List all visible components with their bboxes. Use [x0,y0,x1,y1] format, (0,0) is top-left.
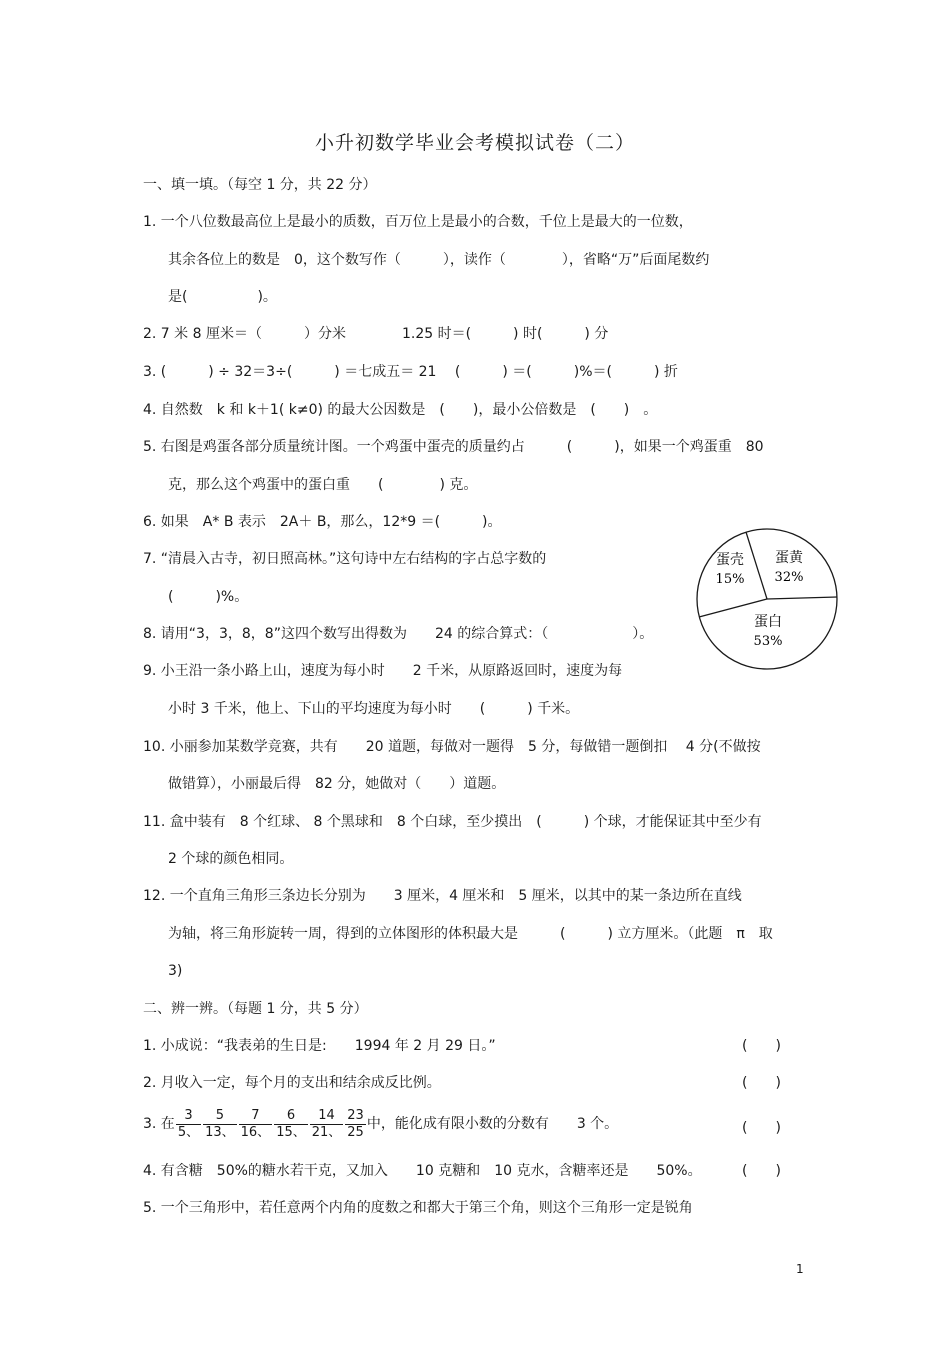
answer-parentheses: ( ) [742,1075,781,1091]
question-line: 小时 3 千米，他上、下山的平均速度为每小时 ( ) 千米。 [168,701,580,717]
pie-divider [746,532,767,599]
fraction-denominator: 15、 [276,1124,306,1140]
judge-question: 5. 一个三角形中，若任意两个内角的度数之和都大于第三个角，则这个三角形一定是锐角 [143,1200,693,1216]
answer-parentheses: ( ) [742,1120,781,1136]
answer-parentheses: ( ) [742,1038,781,1054]
question-line: 5. 右图是鸡蛋各部分质量统计图。一个鸡蛋中蛋壳的质量约占 ( )，如果一个鸡蛋重 80 [143,439,764,455]
question-line: 做错算），小丽最后得 82 分，她做对（ ）道题。 [168,776,506,792]
egg-composition-pie-chart [694,524,840,674]
question-line: 2 个球的颜色相同。 [168,851,294,867]
judge-question [143,1106,618,1142]
question-line: 8. 请用“3，3，8，8”这四个数写出得数为 24 的综合算式：（ ）。 [143,626,654,642]
question-line: 1. 一个八位数最高位上是最小的质数，百万位上是最小的合数，千位上是最大的一位数， [143,214,693,230]
question-line: 7. “清晨入古寺，初日照高林。”这句诗中左右结构的字占总字数的 [143,551,547,567]
question-line: 2. 7 米 8 厘米＝（ ）分米 1.25 时＝( ) 时( ) 分 [143,326,609,342]
q3-prefix: 3. 在 [143,1116,175,1132]
question-line: 6. 如果 A* B 表示 2A＋ B，那么，12*9 ＝( )。 [143,514,502,530]
page-number: 1 [796,1262,804,1276]
question-line: 9. 小王沿一条小路上山，速度为每小时 2 千米，从原路返回时，速度为每 [143,663,623,679]
judge-question: 1. 小成说：“我表弟的生日是: 1994 年 2 月 29 日。” [143,1038,496,1054]
fraction-numerator: 14 [310,1108,344,1125]
question-line: ( )%。 [168,589,249,605]
section-1-heading: 一、填一填。（每空 1 分，共 22 分） [143,177,377,193]
slice-value-white: 53% [753,634,783,649]
fraction-denominator: 5、 [177,1124,200,1140]
question-line: 是( )。 [168,289,277,305]
fraction-numerator: 6 [274,1108,308,1125]
slice-label-yolk: 蛋黄 [775,550,803,566]
slice-label-white: 蛋白 [754,614,782,630]
question-line: 3. ( ) ÷ 32＝3÷( ) ＝七成五＝ 21 ( ) ＝( )%＝( ) 折 [143,364,678,380]
page-title: 小升初数学毕业会考模拟试卷（二） [314,132,635,154]
judge-question: 4. 有含糖 50%的糖水若干克，又加入 10 克糖和 10 克水，含糖率还是 50%。 [143,1163,702,1179]
fraction [274,1108,308,1141]
slice-label-shell: 蛋壳 [716,552,744,568]
fraction-denominator: 25 [347,1124,364,1140]
slice-value-shell: 15% [715,572,745,587]
fraction [345,1108,366,1141]
pie-divider [767,597,837,599]
question-line: 克，那么这个鸡蛋中的蛋白重 ( ) 克。 [168,477,478,493]
fraction [176,1108,201,1141]
fraction [203,1108,237,1141]
question-line: 其余各位上的数是 0，这个数写作（ ），读作（ ），省略“万”后面尾数约 [168,252,710,268]
fraction-denominator: 21、 [311,1124,342,1140]
question-line: 11. 盒中装有 8 个红球、 8 个黑球和 8 个白球，至少摸出 ( ) 个球，才能保证其中至少有 [143,814,762,830]
fraction [310,1108,344,1141]
fraction-denominator: 13、 [205,1124,235,1140]
question-line: 10. 小丽参加某数学竞赛，共有 20 道题，每做对一题得 5 分，每做错一题倒扣 4 分(不做按 [143,739,761,755]
judge-question: 2. 月收入一定，每个月的支出和结余成反比例。 [143,1075,441,1091]
fraction-numerator: 5 [203,1108,237,1125]
question-line: 4. 自然数 k 和 k＋1( k≠0) 的最大公因数是 ( )，最小公倍数是 ( ) 。 [143,402,658,418]
q3-suffix: 中，能化成有限小数的分数有 3 个。 [366,1116,619,1132]
section-2-heading: 二、辨一辨。（每题 1 分，共 5 分） [143,1001,368,1017]
question-line: 3) [168,963,183,979]
fraction-numerator: 23 [347,1107,364,1123]
question-line: 为轴，将三角形旋转一周，得到的立体图形的体积最大是 ( ) 立方厘米。（此题 π 取 [168,926,773,942]
slice-value-yolk: 32% [774,570,804,585]
fraction-numerator: 7 [239,1108,273,1125]
answer-parentheses: ( ) [742,1163,781,1179]
fraction-denominator: 16、 [240,1124,271,1140]
fraction [239,1108,273,1141]
fraction-numerator: 3 [176,1108,201,1125]
question-line: 12. 一个直角三角形三条边长分别为 3 厘米，4 厘米和 5 厘米，以其中的某一条边所在直线 [143,888,742,904]
